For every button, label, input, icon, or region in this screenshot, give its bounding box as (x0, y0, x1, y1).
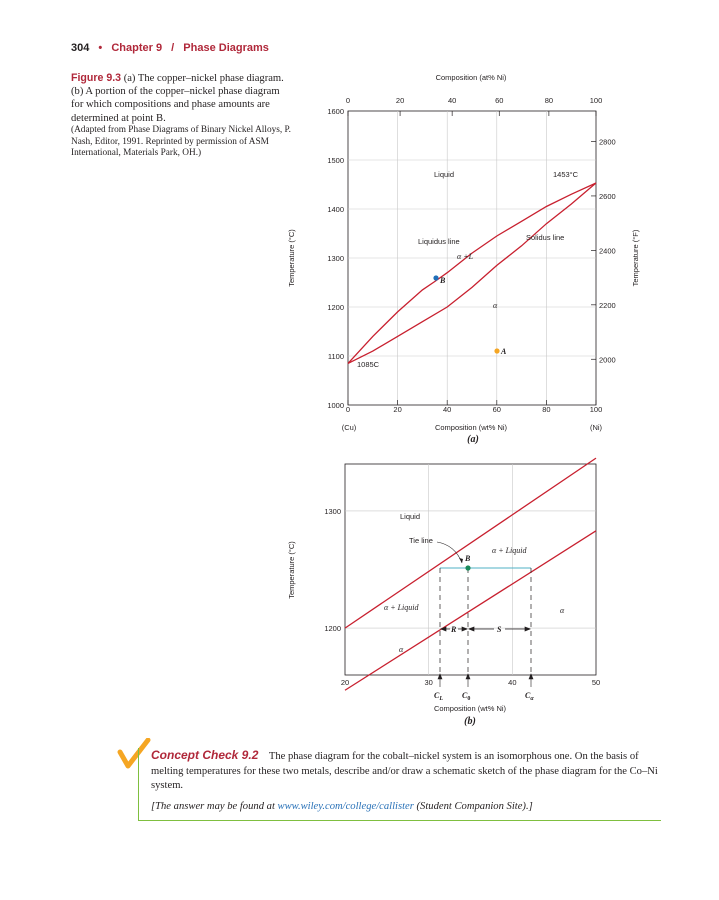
bottom-tick-label-a: 60 (492, 405, 501, 414)
header-bullet: • (98, 42, 103, 54)
calpha-label: $C_\alpha$ (525, 691, 534, 702)
r-label: R (451, 625, 457, 634)
plot-frame-b (345, 464, 596, 675)
bottom-tick-label-a: 0 (345, 405, 351, 414)
ni-label: (Ni) (589, 423, 603, 432)
concept-check-answer (151, 800, 661, 814)
point-b-label-b: B (465, 554, 471, 563)
figure-b (287, 458, 600, 727)
tie-line-arrowhead (459, 558, 463, 563)
s-label: S (497, 625, 502, 634)
solidus-label: Solidus line (526, 233, 565, 242)
left-axis-label-b: Temperature (°C) (287, 541, 296, 599)
right-axis-label-a: Temperature (°F) (631, 229, 640, 287)
bottom-axis-label-b: Composition (wt% Ni) (433, 704, 507, 713)
chapter-title: Chapter 9 (111, 42, 163, 54)
left-axis-label-a: Temperature (°C) (287, 229, 296, 287)
gridlines-b (345, 464, 596, 675)
concept-check-box (138, 748, 661, 821)
arrowhead-s-right (525, 627, 530, 631)
cu-melting-label: 1085C (357, 360, 380, 369)
answer-url-link[interactable]: www.wiley.com/college/callister (277, 800, 414, 812)
bottom-tick-label-a: 80 (542, 405, 551, 414)
sub-label-b: (b) (464, 716, 476, 727)
page-number: 304 (71, 42, 90, 54)
left-tick-label-a: 1600 (327, 107, 344, 116)
right-tick-label-a: 2000 (599, 355, 616, 365)
caption-text: (a) The copper–nickel phase diagram. (b) A portion of the copper–nickel phase diagram for which compositions and phase amounts are determined at point B. (71, 73, 284, 124)
region-alpha-liquid-a: α +L (457, 252, 474, 261)
solidus-curve (348, 183, 596, 363)
top-tick-label-a: 40 (447, 96, 457, 105)
answer-post: (Student Companion Site).] (413, 800, 533, 812)
bottom-tick-label-a: 100 (589, 405, 603, 414)
answer-pre: [The answer may be found at (151, 800, 278, 812)
left-tick-label-b: 1300 (324, 506, 341, 516)
left-tick-label-a: 1000 (327, 401, 344, 410)
top-tick-label-a: 80 (544, 96, 554, 105)
left-tick-label-a: 1500 (327, 156, 344, 165)
top-tick-label-a: 0 (345, 96, 351, 105)
section-title: Phase Diagrams (183, 42, 269, 54)
point-b-marker (433, 275, 438, 280)
bottom-tick-label-b: 30 (424, 678, 433, 687)
solidus-line-b (345, 531, 596, 690)
region-alpha-right: α (560, 606, 565, 615)
bottom-tick-label-b: 40 (508, 678, 517, 687)
point-b-label: B (440, 276, 446, 285)
tie-line-pointer (437, 542, 462, 563)
top-axis-label: Composition (at% Ni) (435, 73, 507, 82)
bottom-tick-label-b: 50 (591, 678, 601, 687)
tie-line-label: Tie line (409, 536, 433, 545)
c-arrows (438, 674, 533, 687)
region-alpha-liquid-left: α + Liquid (384, 603, 419, 612)
right-tick-label-a: 2600 (599, 191, 616, 201)
arrowhead-r-right (462, 627, 467, 631)
region-liquid-a: Liquid (434, 170, 455, 179)
top-tick-label-a: 20 (395, 96, 405, 105)
sub-label-a: (a) (467, 434, 479, 445)
left-tick-label-a: 1100 (327, 352, 344, 361)
figure-a (287, 73, 640, 445)
region-alpha-a: α (493, 301, 498, 310)
left-tick-label-a: 1400 (327, 205, 344, 214)
cu-label: (Cu) (341, 423, 357, 432)
right-tick-label-a: 2400 (599, 246, 616, 256)
ticks-b (324, 507, 600, 687)
caption-source: (Adapted from Phase Diagrams of Binary Nickel Alloys, P. Nash, Editor, 1991. Reprinted by permission of ASM International, Materials Park, OH.) (71, 124, 291, 159)
ni-melting-label: 1453°C (553, 170, 579, 179)
left-tick-label-a: 1200 (327, 303, 344, 312)
point-a-marker (494, 348, 499, 353)
region-alpha-left: α (399, 645, 404, 654)
bottom-axis-label-a: Composition (wt% Ni) (434, 423, 508, 432)
c0-label: $C_0$ (462, 691, 471, 702)
region-liquid-b: Liquid (400, 512, 421, 521)
header-slash: / (171, 42, 175, 54)
liquidus-curve (348, 183, 596, 363)
point-b-marker-b (465, 565, 470, 570)
point-a-label: A (501, 347, 507, 356)
right-tick-label-a: 2200 (599, 300, 616, 310)
figure-label: Figure 9.3 (71, 72, 122, 84)
bottom-tick-label-a: 40 (443, 405, 452, 414)
right-tick-label-a: 2800 (599, 137, 616, 147)
concept-check-question (151, 748, 661, 794)
bottom-tick-label-b: 20 (340, 678, 350, 687)
top-tick-label-a: 60 (495, 96, 504, 105)
bottom-tick-label-a: 20 (393, 405, 402, 414)
liquidus-line-b (345, 458, 596, 628)
top-tick-label-a: 100 (589, 96, 603, 105)
cl-label: $C_L$ (434, 691, 444, 702)
concept-check-title: Concept Check 9.2 (151, 748, 259, 762)
arrowhead-s-left (469, 627, 474, 631)
concept-check-body: The phase diagram for the cobalt–nickel system is an isomorphous one. On the basis of melting temperatures for these two metals, describe and/or draw a schematic sketch of the phase diagram for the Co–Ni system. (151, 751, 658, 791)
region-alpha-liquid-right: α + Liquid (492, 546, 527, 555)
liquidus-label: Liquidus line (418, 237, 460, 246)
left-tick-label-b: 1200 (324, 624, 341, 634)
left-tick-label-a: 1300 (327, 254, 344, 263)
